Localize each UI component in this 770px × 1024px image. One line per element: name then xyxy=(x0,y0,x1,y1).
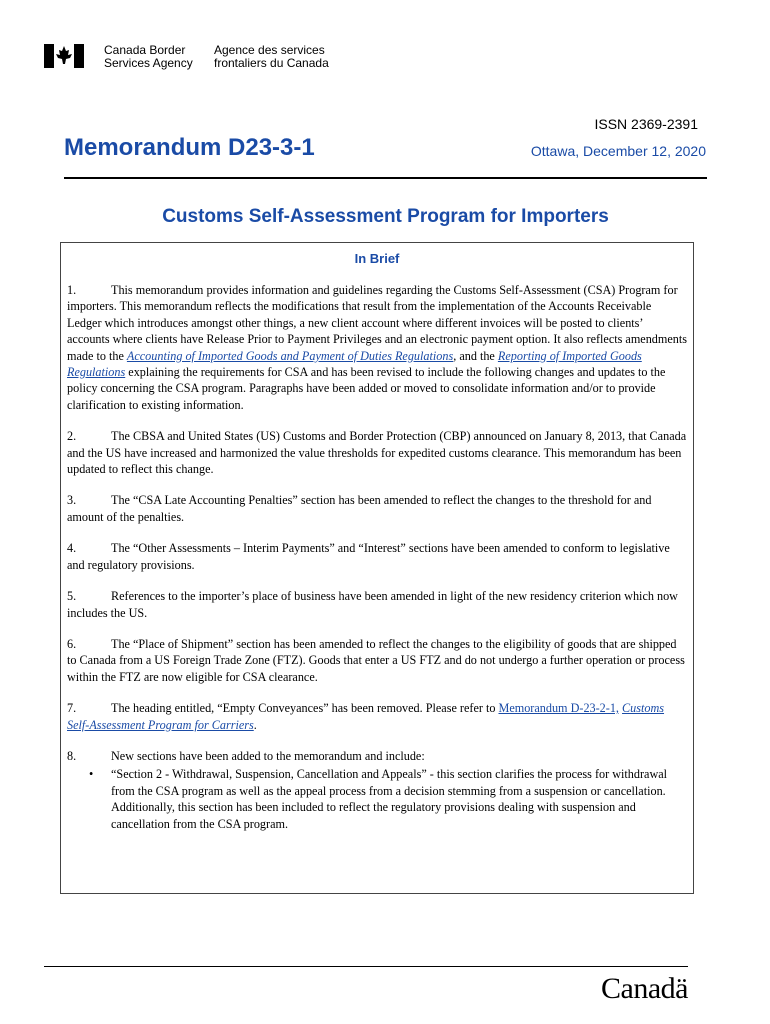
paragraph-number: 5. xyxy=(67,589,77,604)
list-item xyxy=(67,766,687,832)
paragraph-number: 1. xyxy=(67,283,77,297)
canada-wordmark: Canadä xyxy=(601,972,688,1005)
header-divider xyxy=(64,177,707,179)
paragraph-number: 4. xyxy=(67,541,77,556)
paragraph-1 xyxy=(67,282,687,413)
paragraph-text: References to the importer’s place of business have been amended in light of the new residency criterion which now includes the US. xyxy=(67,589,678,620)
issn-number: ISSN 2369-2391 xyxy=(594,116,698,132)
agency-en-line1: Canada Border xyxy=(104,43,186,57)
paragraph-text: The “Place of Shipment” section has been amended to reflect the changes to the eligibility of goods that are shipped to Canada from a US Foreign Trade Zone (FTZ). Goods that enter a US FTZ and do not undergo a further operation or process within the FTZ are now eligible for CSA clearance. xyxy=(67,636,685,684)
bullet-list xyxy=(67,766,687,832)
paragraph-text: The CBSA and United States (US) Customs and Border Protection (CBP) announced on January 8, 2013, that Canada and the US have increased and harmonized the value thresholds for expedited customs clearance. This memorandum has been updated to reflect this change. xyxy=(67,429,687,477)
in-brief-heading: In Brief xyxy=(354,251,400,266)
agency-en-line2: Services Agency xyxy=(104,56,193,70)
bullet-icon: • xyxy=(89,767,94,782)
program-title: Customs Self-Assessment Program for Importers xyxy=(162,206,609,227)
paragraph-text: . xyxy=(253,717,257,732)
place-date: Ottawa, December 12, 2020 xyxy=(530,143,706,159)
list-item-text: “Section 2 - Withdrawal, Suspension, Cancellation and Appeals” - this section clarifies the process for withdrawal from the CSA program as well as the appeal process from a decision stemming from a suspension or cancellation. Additionally, this section has been included to reflect the regulatory provisions dealing with suspension and cancellation from the CSA program. xyxy=(111,767,668,831)
paragraph-text: The “Other Assessments – Interim Payments” and “Interest” sections have been amended to conform to legislative and regulatory provisions. xyxy=(67,541,670,572)
memo-title: Memorandum D23-3-1 xyxy=(64,134,315,161)
accounting-regulations-link[interactable]: Accounting of Imported Goods and Payment of Duties Regulations xyxy=(126,348,454,363)
paragraph-6 xyxy=(67,636,687,685)
paragraph-text: The “CSA Late Accounting Penalties” section has been amended to reflect the changes to the threshold for and amount of the penalties. xyxy=(67,493,652,524)
paragraph-number: 2. xyxy=(67,429,77,444)
paragraph-number: 7. xyxy=(67,701,77,716)
paragraph-text: New sections have been added to the memorandum and include: xyxy=(111,748,425,763)
paragraph-text: This memorandum provides information and guidelines regarding the Customs Self-Assessment (CSA) Program for importers. This memorandum reflects the modifications that result from the implementation of the Accounts Receivable Ledger which introduces amongst other things, a new client account where different invoices will be posted to clients’ accounts where clients have Release Prior to Payment Privileges and an electronic payment option. It also reflects amendments made to the xyxy=(67,283,688,363)
agency-name-english xyxy=(104,44,193,70)
memorandum-d-23-2-1-link[interactable]: Memorandum D-23-2-1, xyxy=(498,701,619,716)
canada-flag-icon xyxy=(44,44,84,68)
paragraph-7 xyxy=(67,700,687,733)
paragraph-text: The heading entitled, “Empty Conveyances” has been removed. Please refer to xyxy=(111,701,499,716)
footer-divider xyxy=(44,966,688,967)
paragraph-number: 3. xyxy=(67,493,77,508)
paragraph-8 xyxy=(67,748,687,764)
carriers-program-link[interactable]: Customs Self-Assessment Program for Carriers xyxy=(67,701,665,732)
paragraph-number: 6. xyxy=(67,636,77,651)
paragraph-text: explaining the requirements for CSA and has been revised to include the following changes and updates to the policy concerning the CSA program. Paragraphs have been added or moved to consolidate information and/or to provide clarification to existing information. xyxy=(67,365,666,412)
paragraph-text: , and the xyxy=(453,348,498,363)
agency-name-french xyxy=(214,44,329,70)
paragraph-2 xyxy=(67,428,687,477)
paragraph-4 xyxy=(67,540,687,573)
reporting-regulations-link[interactable]: Reporting of Imported Goods Regulations xyxy=(67,348,642,380)
agency-fr-line2: frontaliers du Canada xyxy=(214,56,329,70)
paragraph-number: 8. xyxy=(67,748,77,763)
agency-fr-line1: Agence des services xyxy=(214,43,325,57)
paragraph-3 xyxy=(67,492,687,525)
in-brief-box xyxy=(60,242,694,894)
paragraph-5 xyxy=(67,588,687,621)
